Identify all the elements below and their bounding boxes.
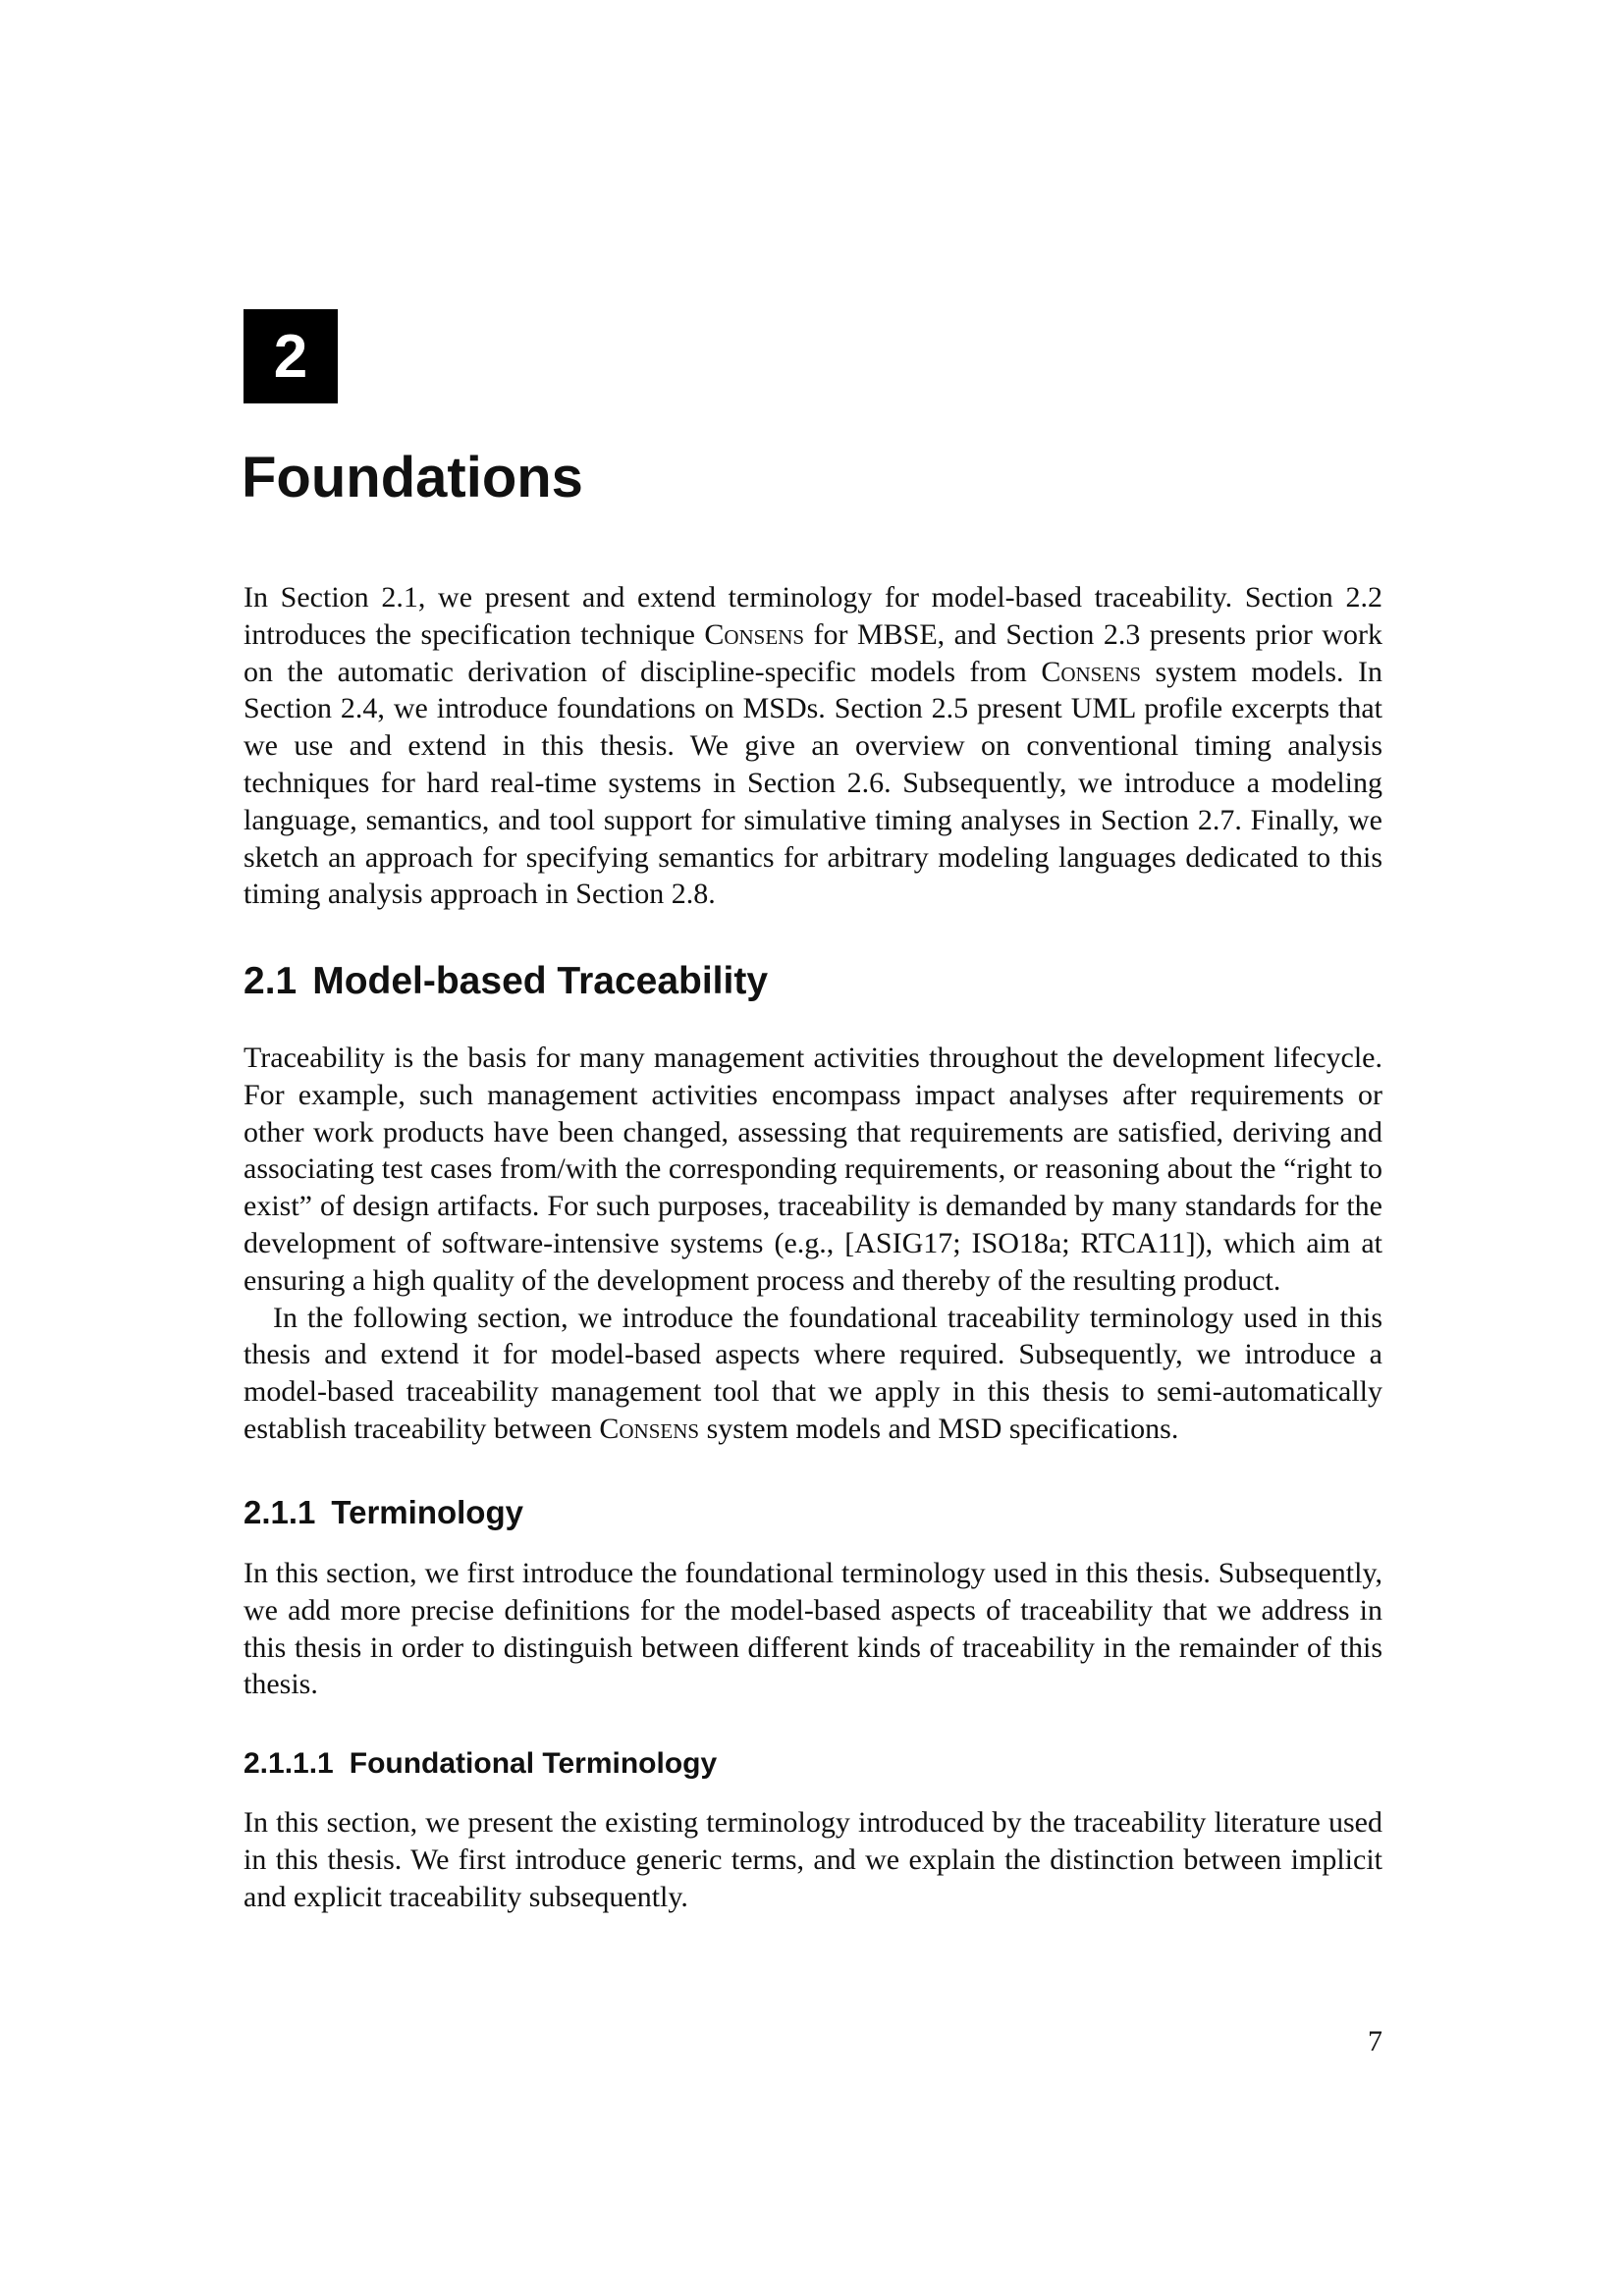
section-heading-2-1-1 bbox=[244, 1494, 523, 1531]
chapter-number-box bbox=[244, 309, 338, 403]
section-2-1-1-body bbox=[244, 1555, 1382, 1703]
consens-term: Consens bbox=[599, 1412, 700, 1445]
consens-term: Consens bbox=[1041, 655, 1142, 688]
chapter-intro bbox=[244, 579, 1382, 913]
section-number: 2.1.1.1 bbox=[244, 1747, 334, 1780]
section-title: Model-based Traceability bbox=[312, 960, 769, 1002]
section-2-1-1-paragraph: In this section, we first introduce the foundational terminology used in this thesis. Subsequently, we add more precise definitions for the model-based aspects of traceability that we address in this thesis in order to distinguish between different kinds of traceability in the remainder of this thesis. bbox=[244, 1557, 1382, 1701]
section-number: 2.1.1 bbox=[244, 1494, 316, 1530]
section-2-1-paragraph-1: Traceability is the basis for many management activities throughout the development lifecycle. For example, such management activities encompass impact analyses after requirements or other work products have been changed, assessing that requirements are satisfied, deriving and associating test cases from/with the corresponding requirements, or reasoning about the “right to exist” of design artifacts. For such purposes, traceability is demanded by many standards for the development of software-intensive systems (e.g., [ASIG17; ISO18a; RTCA11]), which aim at ensuring a high quality of the development process and thereby of the resulting product. bbox=[244, 1041, 1382, 1297]
section-2-1-body bbox=[244, 1040, 1382, 1448]
chapter-title: Foundations bbox=[242, 446, 583, 509]
intro-paragraph: In Section 2.1, we present and extend terminology for model-based traceability. Section 2.2 introduces the specification technique Consens for MBSE, and Section 2.3 presents prior work on the automatic derivation of discipline-specific models from Consens system models. In Section 2.4, we introduce foundations on MSDs. Section 2.5 present UML profile excerpts that we use and extend in this thesis. We give an overview on conventional timing analysis techniques for hard real-time systems in Section 2.6. Subsequently, we introduce a modeling language, semantics, and tool support for simulative timing analyses in Section 2.7. Finally, we sketch an approach for specifying semantics for arbitrary modeling languages dedicated to this timing analysis approach in Section 2.8. bbox=[244, 581, 1382, 911]
consens-term: Consens bbox=[704, 617, 805, 651]
section-title: Foundational Terminology bbox=[349, 1747, 718, 1780]
section-2-1-1-1-body bbox=[244, 1804, 1382, 1915]
section-2-1-paragraph-2: In the following section, we introduce the foundational traceability terminology used in this thesis and extend it for model-based aspects where required. Subsequently, we introduce a model-based traceability management tool that we apply in this thesis to semi-automatically establish traceability between Consens system models and MSD specifications. bbox=[244, 1301, 1382, 1445]
section-number: 2.1 bbox=[244, 960, 298, 1002]
section-2-1-1-1-paragraph: In this section, we present the existing terminology introduced by the traceability literature used in this thesis. We first introduce generic terms, and we explain the distinction between implicit and explicit traceability subsequently. bbox=[244, 1806, 1382, 1913]
chapter-number: 2 bbox=[273, 322, 308, 391]
page-number: 7 bbox=[1368, 2025, 1382, 2057]
section-heading-2-1 bbox=[244, 960, 768, 1003]
section-heading-2-1-1-1 bbox=[244, 1747, 717, 1781]
section-title: Terminology bbox=[331, 1494, 523, 1530]
